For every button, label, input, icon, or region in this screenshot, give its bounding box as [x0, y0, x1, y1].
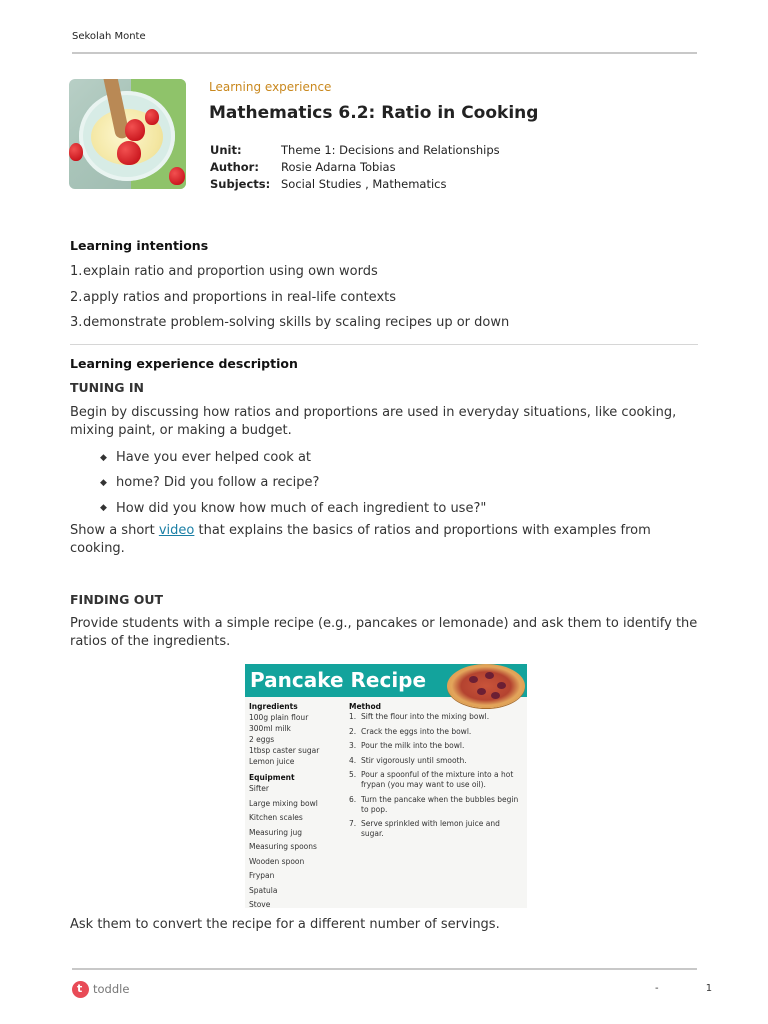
section-divider — [70, 344, 698, 345]
meta-label: Author: — [210, 159, 259, 174]
meta-value: Rosie Adarna Tobias — [281, 159, 396, 174]
ingredient-item: Lemon juice — [249, 757, 295, 766]
list-item: 1. explain ratio and proportion using own words — [70, 264, 378, 280]
tuning-in-questions — [100, 445, 486, 521]
cover-image — [69, 79, 186, 189]
method-step: 3. Pour the milk into the bowl. — [349, 741, 465, 750]
learning-intentions-heading: Learning intentions — [70, 238, 209, 253]
finding-out-heading: FINDING OUT — [70, 592, 164, 607]
recipe-title: Pancake Recipe — [250, 668, 427, 692]
finding-out-outro: Ask them to convert the recipe for a different number of servings. — [70, 917, 500, 932]
equipment-item: Stove — [249, 900, 271, 908]
method-steps — [349, 712, 525, 839]
tuning-in-heading: TUNING IN — [70, 380, 144, 395]
toddle-logo-icon: t — [72, 981, 89, 998]
page-number: - 1 — [655, 983, 735, 994]
recipe-method-column — [349, 701, 525, 844]
method-step: 5. Pour a spoonful of the mixture into a hot frypan (you may want to use oil). — [349, 770, 514, 789]
equipment-heading: Equipment — [249, 773, 295, 782]
list-item: ◆ Have you ever helped cook at — [100, 450, 312, 466]
meta-row-unit — [210, 141, 500, 158]
learning-intentions-list — [70, 259, 509, 336]
footer-divider — [72, 968, 697, 970]
meta-value: Theme 1: Decisions and Relationships — [281, 142, 500, 157]
list-item: 3. demonstrate problem-solving skills by scaling recipes up or down — [70, 315, 510, 331]
experience-kicker: Learning experience — [209, 80, 332, 94]
page-title: Mathematics 6.2: Ratio in Cooking — [209, 103, 539, 123]
method-step: 1. Sift the flour into the mixing bowl. — [349, 712, 490, 721]
ingredient-item: 2 eggs — [249, 735, 275, 744]
equipment-item: Measuring jug — [249, 827, 303, 837]
finding-out-intro: Provide students with a simple recipe (e.g., pancakes or lemonade) and ask them to identify the ratios of the ingredients. — [70, 616, 698, 649]
header-divider — [72, 52, 697, 54]
meta-row-subjects — [210, 175, 500, 192]
method-step: 6. Turn the pancake when the bubbles begin to pop. — [349, 794, 519, 814]
video-paragraph: Show a short video that explains the basics of ratios and proportions with examples from cooking. — [70, 523, 651, 556]
brand-name: toddle — [93, 982, 130, 996]
meta-label: Subjects: — [210, 176, 271, 191]
meta-row-author — [210, 158, 500, 175]
bullet-dot-icon: ◆ — [100, 477, 107, 488]
list-item: ◆ How did you know how much of each ingredient to use?" — [100, 500, 487, 516]
method-step: 4. Stir vigorously until smooth. — [349, 755, 467, 765]
equipment-item: Measuring spoons — [249, 842, 317, 851]
method-step: 7. Serve sprinkled with lemon juice and sugar. — [349, 819, 500, 838]
ingredient-item: 1tbsp caster sugar — [249, 746, 320, 755]
video-link[interactable]: video — [158, 523, 195, 538]
description-heading: Learning experience description — [70, 356, 298, 371]
recipe-ingredients-column — [249, 701, 319, 908]
pancake-recipe-image — [245, 664, 527, 908]
equipment-item: Frypan — [249, 871, 275, 880]
equipment-item: Wooden spoon — [249, 856, 305, 866]
bullet-dot-icon: ◆ — [100, 452, 107, 463]
bullet-dot-icon: ◆ — [100, 503, 107, 514]
ingredients-heading: Ingredients — [249, 702, 298, 711]
tuning-in-intro: Begin by discussing how ratios and proportions are used in everyday situations, like cooking, mixing paint, or making a budget. — [70, 405, 677, 438]
method-heading: Method — [349, 702, 381, 711]
school-name: Sekolah Monte — [72, 31, 146, 42]
ingredient-item: 300ml milk — [249, 724, 291, 733]
list-item: ◆ home? Did you follow a recipe? — [100, 475, 320, 491]
meta-value: Social Studies , Mathematics — [281, 176, 447, 191]
equipment-item: Kitchen scales — [249, 813, 303, 822]
method-step: 2. Crack the eggs into the bowl. — [349, 726, 472, 736]
meta-label: Unit: — [210, 142, 242, 157]
ingredient-item: 100g plain flour — [249, 713, 309, 722]
equipment-item: Large mixing bowl — [249, 798, 318, 808]
experience-meta — [210, 141, 500, 192]
equipment-item: Sifter — [249, 784, 269, 793]
equipment-item: Spatula — [249, 885, 278, 895]
list-item: 2. apply ratios and proportions in real-life contexts — [70, 289, 397, 305]
